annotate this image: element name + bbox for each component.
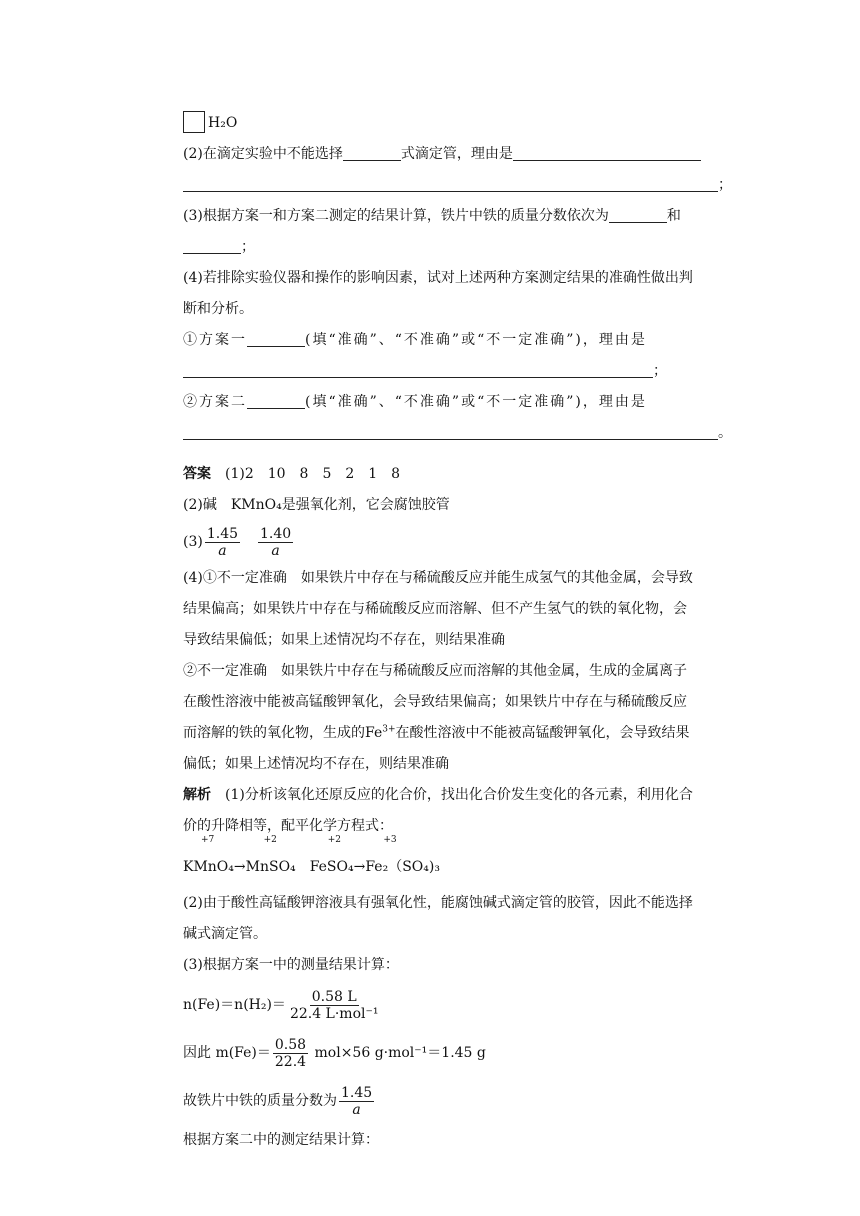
- question-4-plan2: ②方案二 (填“准确”、“不准确”或“不一定准确”)，理由是: [183, 387, 735, 418]
- question-3: (3)根据方案一和方案二测定的结果计算，铁片中铁的质量分数依次为 和: [183, 201, 735, 232]
- answer-2: (2)碱 KMnO₄是强氧化剂，它会腐蚀胶管: [183, 497, 450, 513]
- fraction: $\frac{0.58}{22.4}$: [274, 1036, 307, 1070]
- analysis-2-cont: 碱式滴定管。: [183, 926, 267, 942]
- analysis-2: (2)由于酸性高锰酸钾溶液具有强氧化性，能腐蚀碱式滴定管的胶管，因此不能选择: [183, 895, 693, 911]
- water-formula: H₂O: [208, 115, 238, 131]
- equation-m-fe: 因此 m(Fe)＝ $\frac{0.58}{22.4}$ mol×56 g·mol⁻¹＝1.45 g: [183, 1036, 486, 1070]
- answer-blank: [183, 235, 241, 254]
- question-2: (2)在滴定实验中不能选择 式滴定管，理由是: [183, 139, 735, 170]
- answer-4-line: 而溶解的铁的氧化物，生成的$Fe^{3+}$在酸性溶液中不能被高锰酸钾氧化，会导致结果: [183, 724, 690, 741]
- question-4-plan1: ①方案一 (填“准确”、“不准确”或“不一定准确”)，理由是: [183, 325, 735, 356]
- answer-3: (3) $\frac{1.45}{a}$ $\frac{1.40}{a}$: [183, 525, 292, 559]
- question-4-plan1-cont: ；: [183, 356, 735, 387]
- answer-4-line: ②不一定准确 如果铁片中存在与稀硫酸反应而溶解的其他金属，生成的金属离子: [183, 663, 687, 679]
- fraction: $\frac{0.58 L}{\text{22.4 L·mol⁻¹}}$: [289, 988, 379, 1022]
- answer-4-line: 导致结果偏低；如果上述情况均不存在，则结果准确: [183, 632, 505, 648]
- answer-4-line: 在酸性溶液中能被高锰酸钾氧化，会导致结果偏高；如果铁片中存在与稀硫酸反应: [183, 694, 687, 710]
- answer-blank: [247, 328, 305, 347]
- question-2-cont: ；: [183, 170, 735, 201]
- fraction: $\frac{1.40}{a}$: [260, 525, 292, 559]
- answer-blank: [183, 421, 718, 440]
- answer-blank: [343, 142, 401, 161]
- fraction: $\frac{1.45}{a}$: [341, 1084, 373, 1118]
- question-3-cont: ；: [183, 232, 735, 263]
- question-4-cont: 断和分析。: [183, 301, 253, 317]
- analysis-label: 解析: [183, 787, 211, 803]
- analysis-1: 解析 (1)分析该氧化还原反应的化合价，找出化合价发生变化的各元素，利用化合: [183, 787, 693, 803]
- answer-blank: [183, 359, 653, 378]
- answer-4-line: 偏低；如果上述情况均不存在，则结果准确: [183, 756, 449, 772]
- answer-1: 答案 (1)2 10 8 5 2 1 8: [183, 466, 401, 482]
- answer-blank: [183, 173, 718, 192]
- equation-tail: [183, 108, 735, 139]
- answer-4-line: 结果偏高；如果铁片中存在与稀硫酸反应而溶解、但不产生氢气的铁的氧化物，会: [183, 601, 687, 617]
- answer-label: 答案: [183, 466, 211, 482]
- coefficient-box: [183, 111, 205, 133]
- equation-n-fe: n(Fe)＝n(H₂)＝ $\frac{0.58 L}{\text{22.4 L·mol⁻¹}}$: [183, 988, 379, 1022]
- question-4-plan2-cont: 。: [183, 418, 735, 449]
- equation-mass-fraction: 故铁片中铁的质量分数为 $\frac{1.45}{a}$: [183, 1084, 373, 1118]
- oxidation-states-equation: +7 KMnO₄→ +2 MnSO₄ +2 FeSO₄→ +3 Fe₂（SO₄)₃: [183, 835, 440, 875]
- answer-blank: [247, 390, 305, 409]
- question-4: (4)若排除实验仪器和操作的影响因素，试对上述两种方案测定结果的准确性做出判: [183, 270, 693, 286]
- answer-blank: [609, 204, 667, 223]
- fraction: $\frac{1.45}{a}$: [206, 525, 239, 559]
- analysis-1-cont: 价的升降相等，配平化学方程式：: [183, 818, 393, 834]
- answer-blank: [513, 142, 701, 161]
- document-page: [183, 108, 735, 1156]
- answer-4-line: (4)①不一定准确 如果铁片中存在与稀硫酸反应并能生成氢气的其他金属，会导致: [183, 570, 693, 586]
- analysis-3: (3)根据方案一中的测量结果计算：: [183, 957, 399, 973]
- analysis-4: 根据方案二中的测定结果计算：: [183, 1132, 379, 1148]
